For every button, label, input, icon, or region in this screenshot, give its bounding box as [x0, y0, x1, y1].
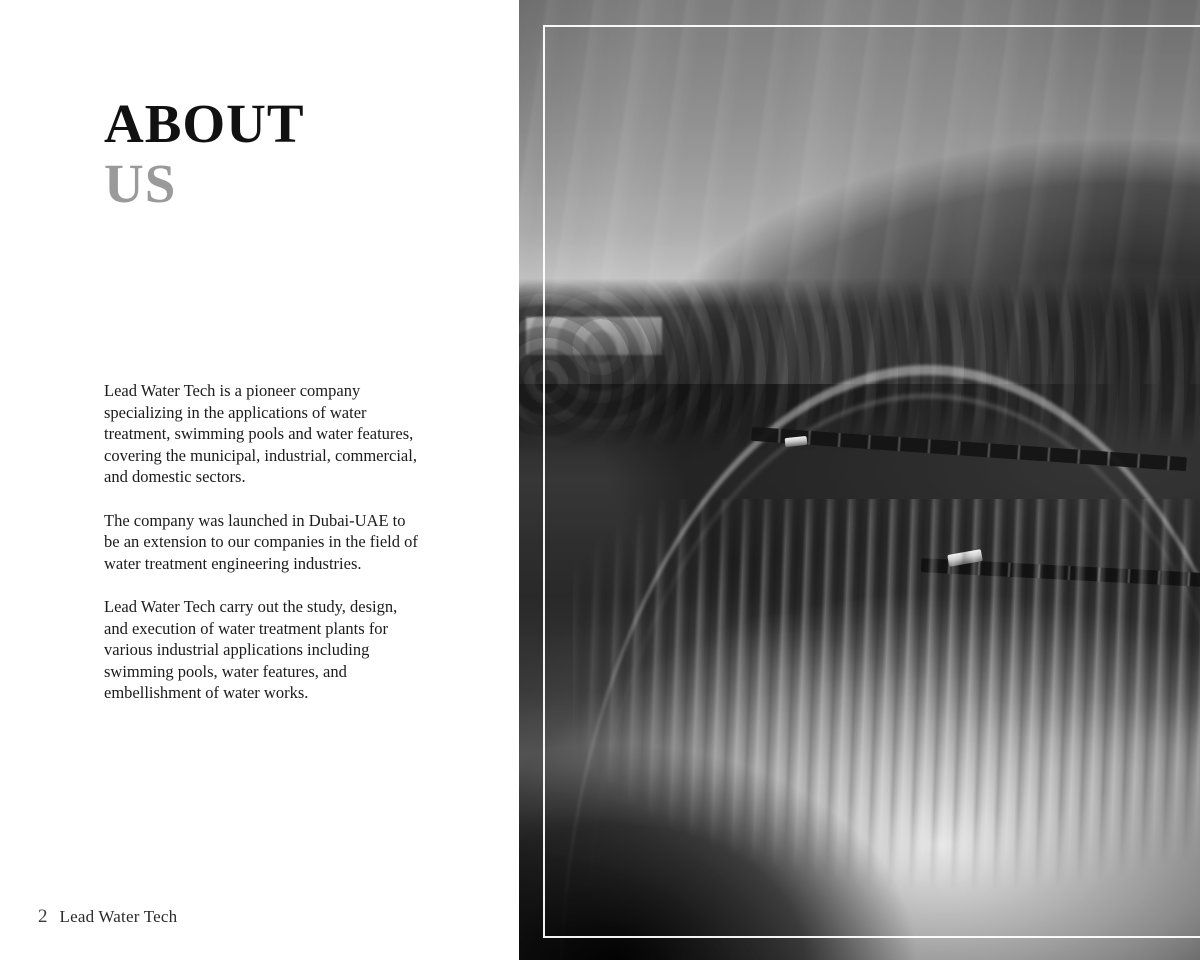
body-paragraph-2: The company was launched in Dubai-UAE to be an extension to our companies in the field of water treatment engineering industries.	[104, 510, 418, 573]
body-paragraph-1: Lead Water Tech is a pioneer company specializing in the applications of water treatment, swimming pools and water features, covering the municipal, industrial, commercial, and domestic sectors.	[104, 381, 417, 486]
photo-panel	[519, 0, 1200, 960]
footer-company-label: Lead Water Tech	[59, 907, 178, 926]
weir-overflow-layer	[573, 499, 1200, 960]
page-footer	[38, 906, 177, 928]
page-title-line-2: US	[104, 153, 177, 214]
left-text-column	[0, 0, 519, 960]
page-title-line-1: ABOUT	[104, 93, 305, 154]
body-paragraph-3: Lead Water Tech carry out the study, design, and execution of water treatment plants for various industrial applications including swimming pools, water features, and embellishment of water works.	[104, 597, 398, 702]
body-copy	[104, 380, 424, 704]
page-title	[104, 95, 484, 215]
footer-page-number: 2	[38, 906, 48, 927]
